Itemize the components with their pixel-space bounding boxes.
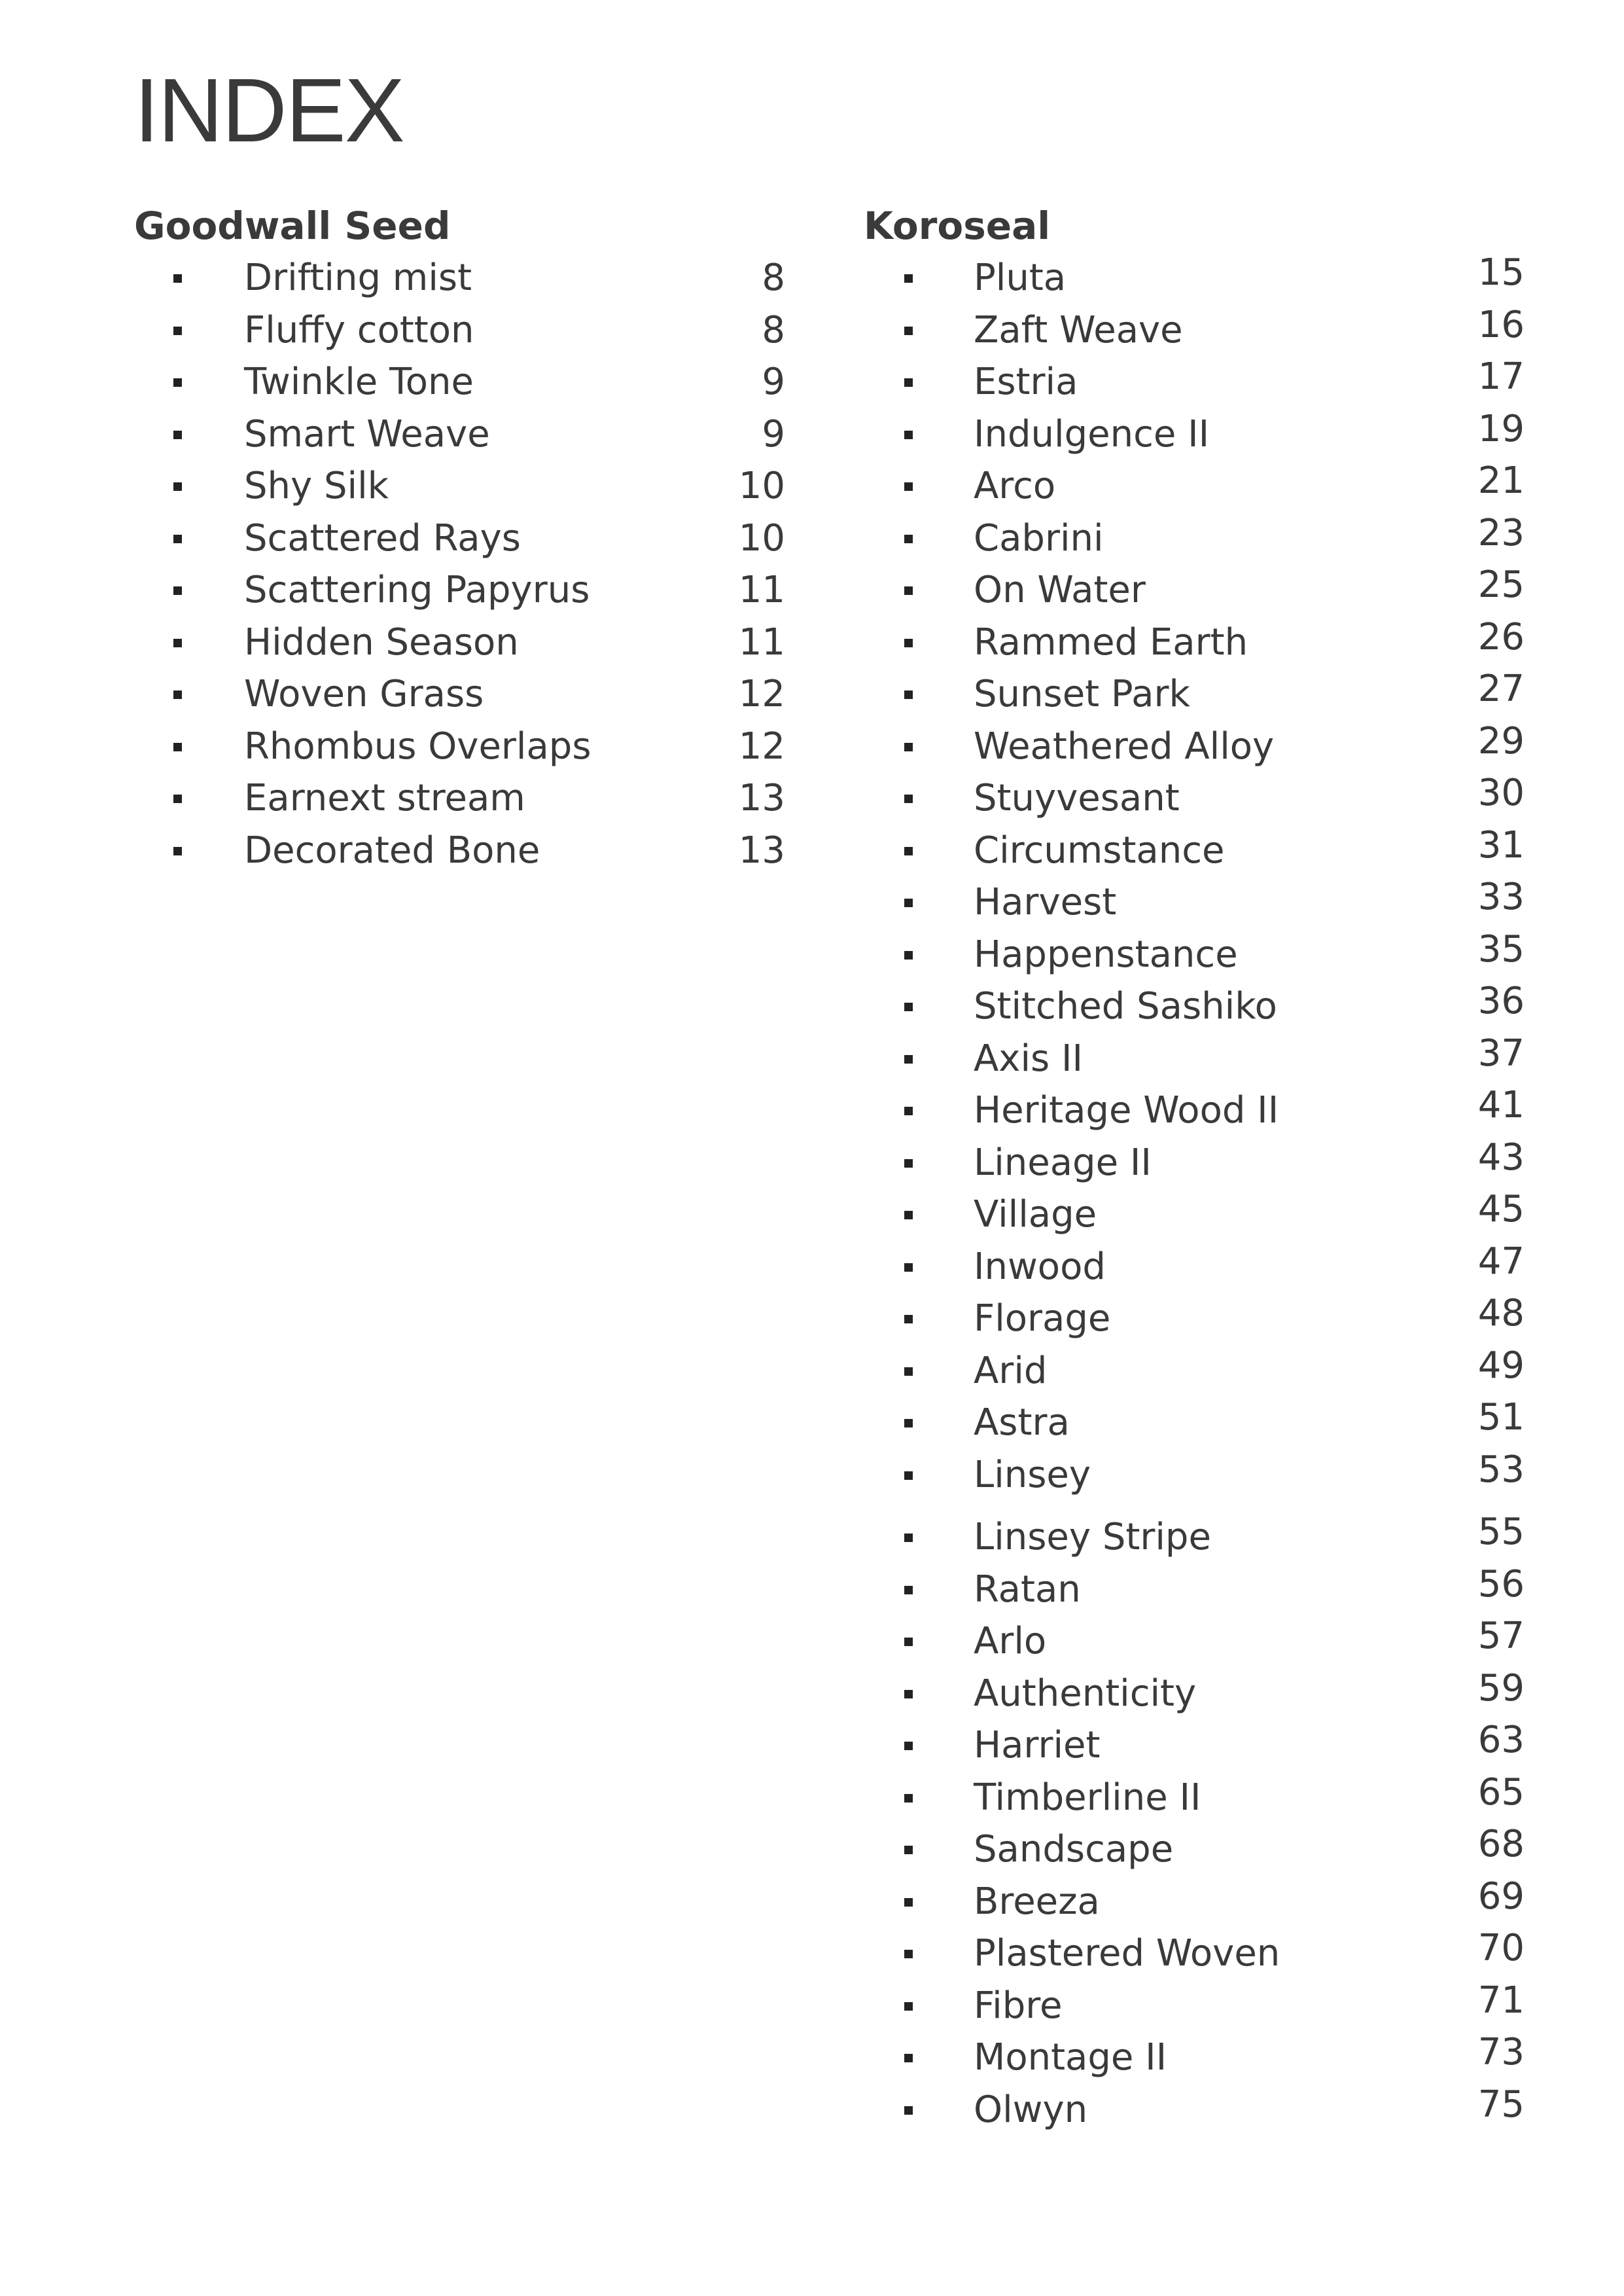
square-bullet-icon: [904, 1534, 913, 1542]
entry-name: Shy Silk: [244, 465, 389, 507]
entry-page-number: 11: [738, 569, 785, 611]
index-entry: [864, 1564, 1525, 1616]
index-entry: [134, 512, 802, 565]
index-entry: [864, 512, 1525, 565]
index-entry: [864, 1772, 1525, 1824]
entry-name: Axis II: [974, 1037, 1084, 1080]
index-entry: [134, 825, 802, 877]
entry-page-number: 55: [1477, 1511, 1525, 1553]
entry-name: Fibre: [974, 1984, 1063, 2027]
index-entry: [864, 304, 1525, 357]
index-entry: [864, 1085, 1525, 1137]
square-bullet-icon: [173, 274, 182, 283]
entry-page-number: 35: [1477, 927, 1525, 971]
entry-page-number: 9: [762, 412, 785, 456]
index-entry: [134, 772, 802, 825]
index-entry: [864, 2032, 1525, 2084]
square-bullet-icon: [904, 1690, 913, 1698]
entry-name: Harriet: [974, 1724, 1101, 1767]
index-entry: [864, 1668, 1525, 1720]
index-entry: [134, 304, 802, 357]
entry-page-number: 73: [1477, 2031, 1525, 2073]
entry-page-number: 12: [738, 673, 785, 715]
entry-page-number: 29: [1477, 719, 1525, 762]
entry-page-number: 63: [1477, 1719, 1525, 1761]
entry-name: Zaft Weave: [974, 308, 1183, 351]
entry-page-number: 53: [1477, 1448, 1525, 1491]
entry-page-number: 15: [1477, 251, 1525, 294]
square-bullet-icon: [173, 431, 182, 439]
entry-name: Earnext stream: [244, 777, 525, 819]
entry-page-number: 31: [1477, 823, 1525, 867]
entry-name: Hidden Season: [244, 620, 519, 664]
entry-list: [864, 252, 1525, 2136]
entry-page-number: 41: [1477, 1084, 1525, 1126]
index-entry: [864, 564, 1525, 617]
section-goodwall-seed: [134, 200, 802, 876]
entry-name: Astra: [974, 1401, 1070, 1444]
index-entry: [864, 1241, 1525, 1293]
square-bullet-icon: [173, 639, 182, 647]
entry-name: Arid: [974, 1349, 1048, 1392]
index-entry: [864, 2084, 1525, 2136]
entry-name: Ratan: [974, 1568, 1081, 1611]
entry-page-number: 47: [1477, 1240, 1525, 1283]
entry-name: Breeza: [974, 1880, 1100, 1923]
entry-page-number: 51: [1477, 1396, 1525, 1439]
square-bullet-icon: [904, 2106, 913, 2115]
entry-page-number: 49: [1477, 1344, 1525, 1387]
entry-name: Rhombus Overlaps: [244, 725, 591, 768]
square-bullet-icon: [904, 1159, 913, 1168]
entry-name: Rammed Earth: [974, 620, 1248, 664]
index-entry: [134, 252, 802, 304]
entry-name: Estria: [974, 361, 1078, 403]
entry-page-number: 33: [1477, 876, 1525, 918]
entry-name: Scattered Rays: [244, 516, 521, 560]
entry-name: Woven Grass: [244, 673, 484, 715]
entry-name: Inwood: [974, 1245, 1106, 1288]
entry-page-number: 68: [1477, 1823, 1525, 1865]
square-bullet-icon: [904, 535, 913, 543]
square-bullet-icon: [904, 1794, 913, 1803]
index-entry: [134, 721, 802, 773]
index-entry: [864, 1876, 1525, 1928]
entry-page-number: 9: [762, 361, 785, 403]
entry-name: Olwyn: [974, 2088, 1088, 2131]
index-entry: [864, 1449, 1525, 1501]
entry-page-number: 45: [1477, 1188, 1525, 1230]
entry-name: Twinkle Tone: [244, 361, 474, 403]
index-entry: [864, 876, 1525, 929]
entry-page-number: 65: [1477, 1770, 1525, 1814]
index-entry: [864, 1719, 1525, 1772]
entry-page-number: 43: [1477, 1136, 1525, 1179]
index-entry: [864, 1345, 1525, 1397]
entry-name: Scattering Papyrus: [244, 569, 590, 611]
entry-page-number: 25: [1477, 564, 1525, 606]
index-entry: [864, 1928, 1525, 1980]
square-bullet-icon: [904, 1638, 913, 1646]
entry-name: Happenstance: [974, 933, 1238, 976]
square-bullet-icon: [904, 1263, 913, 1272]
entry-page-number: 75: [1477, 2083, 1525, 2126]
index-entry: [864, 929, 1525, 981]
entry-name: Cabrini: [974, 516, 1104, 560]
section-heading: Koroseal: [864, 204, 1051, 248]
square-bullet-icon: [173, 482, 182, 491]
entry-page-number: 8: [762, 257, 785, 299]
index-entry: [864, 1293, 1525, 1345]
entry-name: Montage II: [974, 2036, 1167, 2079]
index-entry: [864, 1511, 1525, 1564]
index-entry: [864, 1397, 1525, 1449]
entry-name: Arlo: [974, 1620, 1047, 1662]
entry-name: Arco: [974, 465, 1056, 507]
entry-name: Smart Weave: [244, 412, 490, 456]
square-bullet-icon: [904, 639, 913, 647]
square-bullet-icon: [904, 1367, 913, 1376]
entry-name: Timberline II: [974, 1776, 1201, 1819]
square-bullet-icon: [173, 327, 182, 335]
square-bullet-icon: [173, 535, 182, 543]
index-entry: [134, 408, 802, 461]
entry-name: Lineage II: [974, 1141, 1152, 1184]
entry-page-number: 23: [1477, 511, 1525, 554]
square-bullet-icon: [173, 378, 182, 387]
square-bullet-icon: [904, 847, 913, 855]
entry-name: Stuyvesant: [974, 777, 1180, 819]
square-bullet-icon: [904, 482, 913, 491]
entry-page-number: 27: [1477, 668, 1525, 710]
entry-page-number: 56: [1477, 1562, 1525, 1605]
entry-page-number: 13: [738, 777, 785, 819]
index-entry: [864, 356, 1525, 408]
entry-page-number: 70: [1477, 1927, 1525, 1969]
index-entry: [864, 772, 1525, 825]
index-entry: [864, 408, 1525, 461]
entry-page-number: 57: [1477, 1615, 1525, 1657]
square-bullet-icon: [173, 847, 182, 855]
entry-page-number: 8: [762, 308, 785, 351]
index-entry: [864, 617, 1525, 669]
section-koroseal: [864, 200, 1525, 2136]
entry-name: Sunset Park: [974, 673, 1190, 715]
entry-name: Stitched Sashiko: [974, 985, 1277, 1028]
index-entry: [864, 1189, 1525, 1241]
index-entry: [864, 980, 1525, 1033]
square-bullet-icon: [904, 1742, 913, 1750]
index-entry: [864, 1615, 1525, 1668]
index-entry: [134, 668, 802, 721]
square-bullet-icon: [904, 951, 913, 960]
index-entry: [134, 564, 802, 617]
square-bullet-icon: [904, 899, 913, 907]
entry-page-number: 30: [1477, 772, 1525, 814]
entry-name: Drifting mist: [244, 257, 472, 299]
square-bullet-icon: [904, 1003, 913, 1011]
index-entry: [864, 668, 1525, 721]
entry-page-number: 13: [738, 829, 785, 872]
entry-page-number: 11: [738, 620, 785, 664]
entry-name: Weathered Alloy: [974, 725, 1275, 768]
entry-name: Florage: [974, 1297, 1111, 1340]
square-bullet-icon: [904, 2054, 913, 2062]
square-bullet-icon: [173, 586, 182, 595]
entry-page-number: 17: [1477, 355, 1525, 398]
index-entry: [134, 356, 802, 408]
square-bullet-icon: [904, 327, 913, 335]
entry-list: [134, 252, 802, 876]
index-entry: [864, 721, 1525, 773]
index-entry: [864, 1137, 1525, 1189]
square-bullet-icon: [904, 1898, 913, 1907]
index-entry: [864, 1980, 1525, 2032]
square-bullet-icon: [904, 1315, 913, 1323]
index-entry: [864, 252, 1525, 304]
entry-name: Linsey: [974, 1453, 1091, 1496]
square-bullet-icon: [904, 795, 913, 803]
entry-page-number: 71: [1477, 1979, 1525, 2022]
entry-name: Indulgence II: [974, 412, 1210, 456]
entry-page-number: 21: [1477, 459, 1525, 502]
entry-page-number: 10: [738, 516, 785, 560]
square-bullet-icon: [904, 431, 913, 439]
entry-name: Sandscape: [974, 1828, 1174, 1871]
square-bullet-icon: [904, 1419, 913, 1427]
entry-page-number: 26: [1477, 615, 1525, 658]
entry-page-number: 16: [1477, 303, 1525, 346]
square-bullet-icon: [904, 1846, 913, 1854]
square-bullet-icon: [173, 691, 182, 699]
entry-name: Heritage Wood II: [974, 1089, 1279, 1132]
entry-page-number: 59: [1477, 1666, 1525, 1710]
square-bullet-icon: [904, 1471, 913, 1480]
square-bullet-icon: [904, 1211, 913, 1219]
square-bullet-icon: [904, 691, 913, 699]
square-bullet-icon: [904, 378, 913, 387]
entry-name: Pluta: [974, 257, 1067, 299]
entry-name: Village: [974, 1193, 1097, 1236]
entry-name: Authenticity: [974, 1672, 1197, 1715]
square-bullet-icon: [904, 274, 913, 283]
entry-page-number: 19: [1477, 407, 1525, 450]
entry-name: On Water: [974, 569, 1146, 611]
square-bullet-icon: [904, 1055, 913, 1064]
entry-page-number: 10: [738, 465, 785, 507]
entry-name: Linsey Stripe: [974, 1516, 1211, 1558]
index-entry: [134, 617, 802, 669]
entry-name: Plastered Woven: [974, 1932, 1280, 1975]
entry-page-number: 37: [1477, 1031, 1525, 1075]
entry-page-number: 48: [1477, 1292, 1525, 1335]
entry-page-number: 69: [1477, 1874, 1525, 1918]
square-bullet-icon: [904, 2002, 913, 2011]
square-bullet-icon: [904, 743, 913, 751]
entry-name: Circumstance: [974, 829, 1225, 872]
index-entry: [864, 1033, 1525, 1085]
entry-page-number: 36: [1477, 980, 1525, 1022]
square-bullet-icon: [173, 743, 182, 751]
index-entry: [864, 1823, 1525, 1876]
square-bullet-icon: [904, 1586, 913, 1594]
index-entry: [134, 460, 802, 512]
index-entry: [864, 825, 1525, 877]
entry-page-number: 12: [738, 725, 785, 768]
page-title: INDEX: [134, 60, 404, 161]
square-bullet-icon: [173, 795, 182, 803]
entry-name: Decorated Bone: [244, 829, 540, 872]
square-bullet-icon: [904, 1107, 913, 1115]
entry-name: Harvest: [974, 881, 1117, 924]
square-bullet-icon: [904, 1950, 913, 1958]
index-entry: [864, 460, 1525, 512]
square-bullet-icon: [904, 586, 913, 595]
entry-name: Fluffy cotton: [244, 308, 474, 351]
section-heading: Goodwall Seed: [134, 204, 451, 248]
